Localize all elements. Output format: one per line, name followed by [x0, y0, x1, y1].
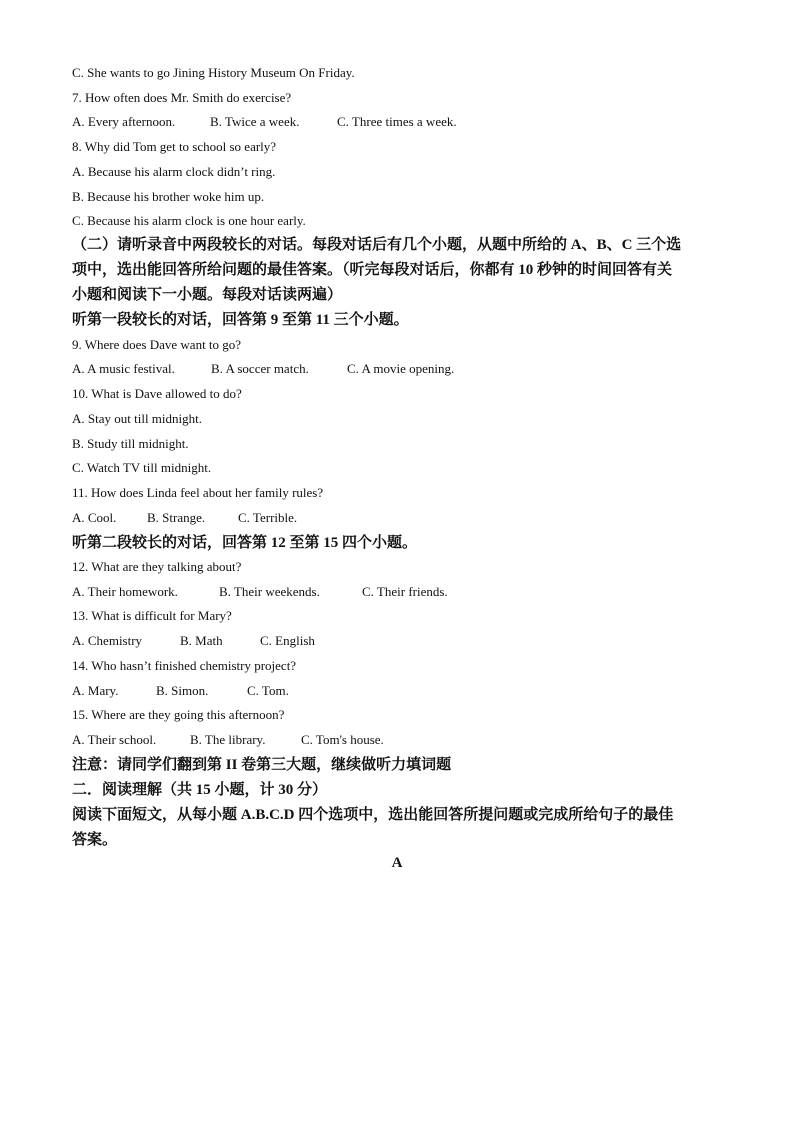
- option-c: C. Tom.: [247, 683, 289, 698]
- section-2-instructions-line-1: （二）请听录音中两段较长的对话。每段对话后有几个小题，从题中所给的 A、B、C 三个选: [72, 237, 682, 253]
- option-b: B. Their weekends.: [219, 584, 320, 599]
- section-2-instructions-line-3: 小题和阅读下一小题。每段对话读两遍）: [72, 287, 343, 303]
- question-6-option-c: C. She wants to go Jining History Museum On Friday.: [72, 65, 355, 80]
- option-a: A. Their homework.: [72, 584, 178, 599]
- option-a: A. Chemistry: [72, 633, 143, 648]
- question-9: 9. Where does Dave want to go?: [72, 337, 242, 352]
- option-b: B. Math: [180, 633, 223, 648]
- question-7: 7. How often does Mr. Smith do exercise?: [72, 90, 292, 105]
- option-c: C. Three times a week.: [337, 114, 457, 129]
- question-11: 11. How does Linda feel about her family rules?: [72, 485, 324, 500]
- question-12: 12. What are they talking about?: [72, 559, 242, 574]
- reading-instructions-line-1: 阅读下面短文，从每小题 A.B.C.D 四个选项中，选出能回答所提问题或完成所给句子的最佳: [72, 807, 674, 823]
- option-c: C. Their friends.: [362, 584, 448, 599]
- question-8-option-c: C. Because his alarm clock is one hour early.: [72, 213, 306, 228]
- option-a: A. Their school.: [72, 732, 157, 747]
- question-15: 15. Where are they going this afternoon?: [72, 707, 285, 722]
- question-10-option-a: A. Stay out till midnight.: [72, 411, 203, 426]
- reading-instructions-line-2: 答案。: [72, 832, 118, 848]
- option-a: A. Mary.: [72, 683, 119, 698]
- question-10: 10. What is Dave allowed to do?: [72, 386, 242, 401]
- question-8-option-a: A. Because his alarm clock didn’t ring.: [72, 164, 276, 179]
- question-8: 8. Why did Tom get to school so early?: [72, 139, 277, 154]
- option-c: C. English: [260, 633, 315, 648]
- section-2-instructions-line-2: 项中，选出能回答所给问题的最佳答案。（听完每段对话后，你都有 10 秒钟的时间回答有关: [72, 262, 673, 278]
- question-14: 14. Who hasn’t finished chemistry project?: [72, 658, 297, 673]
- part-2-reading-heading: 二．阅读理解（共 15 小题，计 30 分）: [72, 782, 328, 798]
- option-b: B. The library.: [190, 732, 266, 747]
- question-10-option-c: C. Watch TV till midnight.: [72, 460, 212, 475]
- option-c: C. A movie opening.: [347, 361, 455, 376]
- option-a: A. Every afternoon.: [72, 114, 176, 129]
- option-b: B. Twice a week.: [210, 114, 300, 129]
- question-10-option-b: B. Study till midnight.: [72, 436, 189, 451]
- dialogue-2-heading: 听第二段较长的对话，回答第 12 至第 15 四个小题。: [72, 535, 418, 551]
- option-b: B. A soccer match.: [211, 361, 309, 376]
- question-8-option-b: B. Because his brother woke him up.: [72, 189, 265, 204]
- option-c: C. Tom's house.: [301, 732, 384, 747]
- option-b: B. Simon.: [156, 683, 209, 698]
- option-b: B. Strange.: [147, 510, 206, 525]
- option-a: A. Cool.: [72, 510, 117, 525]
- note-turn-to-volume-2: 注意：请同学们翻到第 II 卷第三大题，继续做听力填词题: [72, 757, 452, 773]
- option-c: C. Terrible.: [238, 510, 298, 525]
- question-13: 13. What is difficult for Mary?: [72, 608, 232, 623]
- passage-a-label: A: [391, 855, 403, 871]
- option-a: A. A music festival.: [72, 361, 175, 376]
- dialogue-1-heading: 听第一段较长的对话，回答第 9 至第 11 三个小题。: [72, 312, 409, 328]
